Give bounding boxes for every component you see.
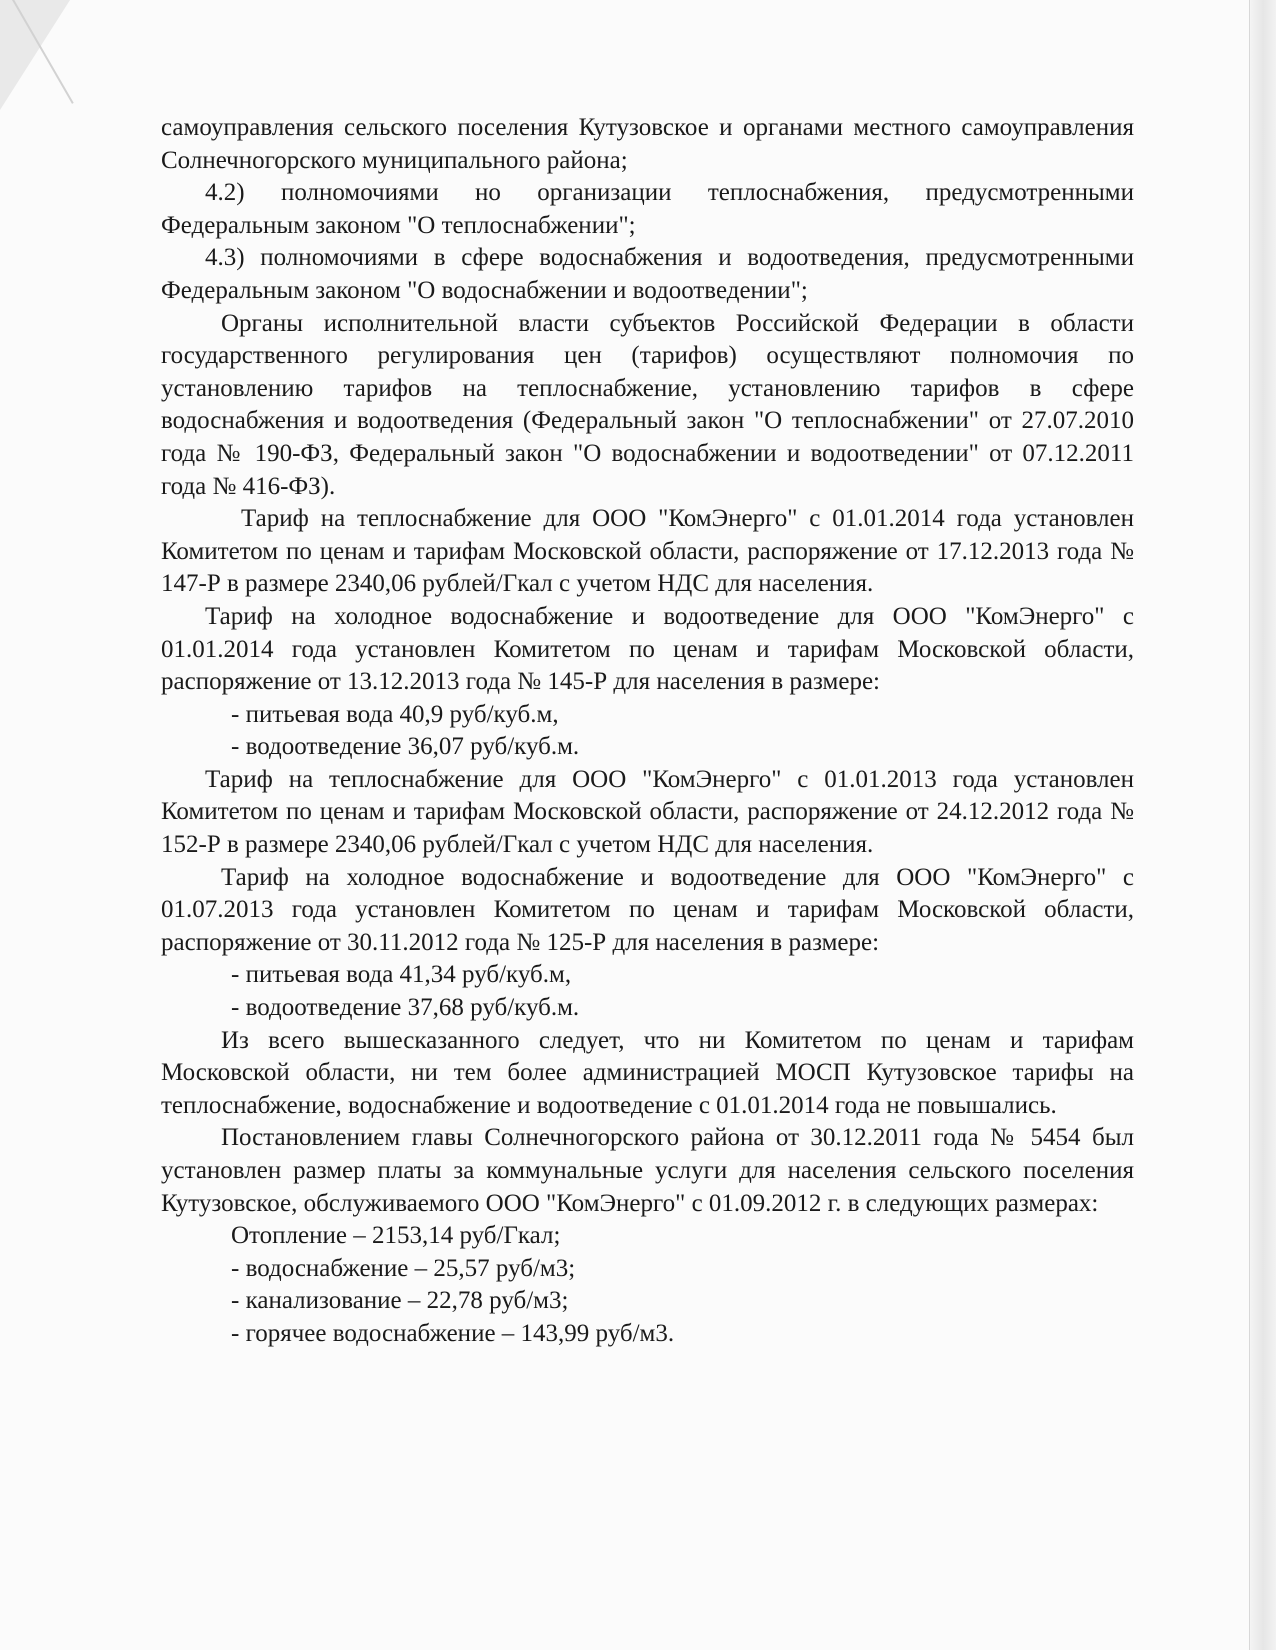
paragraph-item-4-3: 4.3) полномочиями в сфере водоснабжения и водоотведения, предусмотренными Федеральным законом "О водоснабжении и водоотведении"; (161, 244, 1134, 304)
list-item-drinking-water-2014: - питьевая вода 40,9 руб/куб.м, (231, 700, 559, 728)
document-body (161, 112, 1134, 1351)
list-item-water-supply: - водоснабжение – 25,57 руб/м3; (231, 1254, 576, 1282)
paragraph-resolution-5454: Постановлением главы Солнечногорского района от 30.12.2011 года № 5454 был установлен размер платы за коммунальные услуги для населения сельского поселения Кутузовское, обслуживаемого ООО "КомЭнерго" с 01.09.2012 г. в следующих размерах: (161, 1124, 1134, 1217)
paragraph-water-tariff-2013: Тариф на холодное водоснабжение и водоотведение для ООО "КомЭнерго" с 01.07.2013 года установлен Комитетом по ценам и тарифам Московской области, распоряжение от 30.11.2012 года № 125-Р для населения в размере: (161, 863, 1134, 956)
paragraph-heat-tariff-2013: Тариф на теплоснабжение для ООО "КомЭнерго" с 01.01.2013 года установлен Комитетом по ценам и тарифам Московской области, распоряжение от 24.12.2012 года № 152-Р в размере 2340,06 рублей/Гкал с учетом НДС для населения. (161, 765, 1134, 859)
folded-corner-artifact (0, 0, 70, 110)
list-item-sewerage-2013: - водоотведение 37,68 руб/куб.м. (231, 994, 580, 1022)
paragraph-heat-tariff-2014: Тариф на теплоснабжение для ООО "КомЭнерго" с 01.01.2014 года установлен Комитетом по ценам и тарифам Московской области, распоряжение от 17.12.2013 года № 147-Р в размере 2340,06 рублей/Гкал с учетом НДС для населения. (161, 505, 1134, 598)
list-item-sewerage-2014: - водоотведение 36,07 руб/куб.м. (231, 733, 580, 761)
paragraph-conclusion: Из всего вышесказанного следует, что ни Комитетом по ценам и тарифам Московской области, ни тем более администрацией МОСП Кутузовское тарифы на теплоснабжение, водоснабжение и водоотведение с 01.01.2014 года не повышались. (161, 1026, 1134, 1119)
page-edge-artifact (1249, 0, 1276, 1650)
list-item-heating: Отопление – 2153,14 руб/Гкал; (231, 1222, 561, 1250)
paragraph-executive-authorities: Органы исполнительной власти субъектов Российской Федерации в области государственного регулирования цен (тарифов) осуществляют полномочия по установлению тарифов на теплоснабжение, установлению тарифов в сфере водоснабжения и водоотведения (Федеральный закон "О теплоснабжении" от 27.07.2010 года № 190-ФЗ, Федеральный закон "О водоснабжении и водоотведении" от 07.12.2011 года № 416-ФЗ). (161, 309, 1134, 500)
list-item-sewerage: - канализование – 22,78 руб/м3; (231, 1287, 569, 1315)
list-item-drinking-water-2013: - питьевая вода 41,34 руб/куб.м, (231, 961, 572, 989)
paragraph-water-tariff-2014: Тариф на холодное водоснабжение и водоотведение для ООО "КомЭнерго" с 01.01.2014 года установлен Комитетом по ценам и тарифам Московской области, распоряжение от 13.12.2013 года № 145-Р для населения в размере: (161, 602, 1134, 696)
paragraph-item-4-2: 4.2) полномочиями но организации теплоснабжения, предусмотренными Федеральным законом "О теплоснабжении"; (161, 179, 1134, 239)
paragraph-intro-continuation: самоуправления сельского поселения Кутузовское и органами местного самоуправления Солнечногорского муниципального района; (161, 114, 1134, 174)
list-item-hot-water: - горячее водоснабжение – 143,99 руб/м3. (231, 1319, 675, 1347)
